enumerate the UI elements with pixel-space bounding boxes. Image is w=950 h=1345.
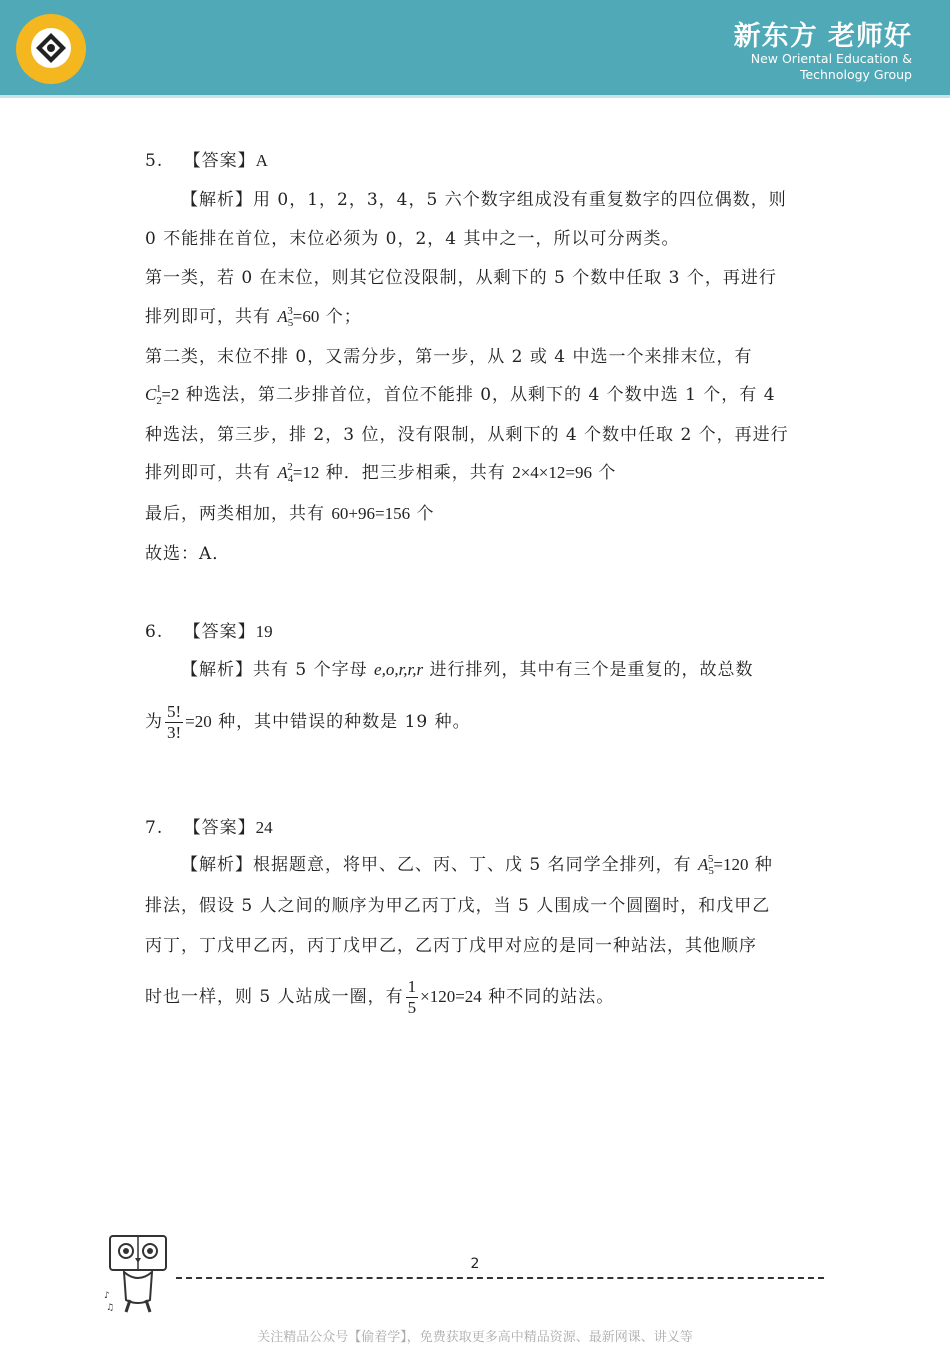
owl-mascot-icon [102,1234,174,1316]
q5-formula-sum: 60+96=156 [331,504,411,523]
q7-analysis-line-2: 排法，假设 5 人之间的顺序为甲乙丙丁戊，当 5 人围成一个圆圈时，和戊甲乙 [145,896,771,916]
brand-name-en [751,51,912,83]
brand-en-line1: New Oriental Education & [750,51,912,66]
logo [16,14,86,84]
svg-text:♪: ♪ [104,1291,110,1301]
q5-number: 5. [145,151,164,171]
q7-answer: 24 [255,818,273,837]
q6-analysis-line-1: 【解析】共有 5 个字母 e,o,r,r,r 进行排列，其中有三个是重复的，故总数 [181,660,754,680]
q6-fraction: $\frac{5!}{3!}$ [167,702,182,742]
q5-analysis-line-1: 【解析】用 0，1，2，3，4，5 六个数字组成没有重复数字的四位偶数，则 [181,190,787,210]
q6-analysis-line-2: 为 $\frac{5!}{3!}$ =20 种，其中错误的种数是 19 种。 [145,702,471,742]
q7-analysis-tag: 【解析】 [181,855,253,875]
q5-analysis-line-10: 故选：A． [145,544,231,564]
footer-divider [176,1277,824,1279]
q6-analysis-tag: 【解析】 [181,660,253,680]
q5-analysis-line-8: 排列即可，共有 $A_4^2=12$ 种．把三步相乘，共有 2×4×12=96 个 [145,461,617,485]
q6-letters: e,o,r,r,r [374,660,424,679]
q5-analysis-line-6: $C_2^1=2$ 种选法，第二步排首位，首位不能排 0，从剩下的 4 个数中选 1 个，有 4 [145,383,776,407]
q5-formula-a53: $A_5^3=60$ [277,305,320,329]
q6-number: 6. [145,622,164,642]
q5-analysis-line-2: 0 不能排在首位，末位必须为 0，2，4 其中之一，所以可分两类。 [145,229,680,249]
header-banner [0,0,950,98]
q5-analysis-line-3: 第一类，若 0 在末位，则其它位没限制，从剩下的 5 个数中任取 3 个，再进行 [145,268,777,288]
q7-answer-tag: 【答案】 [183,818,256,838]
q5-formula-a42: $A_4^2=12$ [277,461,320,485]
brand-name-cn: 新东方 老师好 [733,21,912,52]
brand-en-line2: Technology Group [799,67,912,82]
q5-analysis-tag: 【解析】 [181,190,253,210]
q5-analysis-line-7: 种选法，第三步，排 2，3 位，没有限制，从剩下的 4 个数中任取 2 个，再进行 [145,425,789,445]
svg-text:♫: ♫ [106,1303,115,1313]
q5-analysis-line-4: 排列即可，共有 $A_5^3=60$ 个； [145,305,362,329]
q6-answer-line [145,617,273,642]
q7-analysis-line-4: 时也一样，则 5 人站成一圈，有 $\frac{1}{5}$ ×120=24 种不同的站法。 [145,977,615,1017]
footer-promo-text: 关注精品公众号【偷着学】，免费获取更多高中精品资源、最新网课、讲义等 [257,1330,693,1345]
q5-answer-line [145,146,268,171]
q7-formula-a55: $A_5^5=120$ [698,853,749,877]
page-number: 2 [470,1256,480,1272]
q7-number: 7. [145,818,164,838]
q5-answer-tag: 【答案】 [183,151,256,171]
q5-formula-product: 2×4×12=96 [512,463,592,482]
q5-analysis-line-5: 第二类，末位不排 0，又需分步，第一步，从 2 或 4 中选一个来排末位，有 [145,347,753,367]
q7-fraction: $\frac{1}{5}$ [407,977,417,1017]
q7-analysis-line-1: 【解析】根据题意，将甲、乙、丙、丁、戊 5 名同学全排列，有 $A_5^5=120$ 种 [181,853,773,877]
q7-answer-line [145,813,273,838]
q5-answer: A [255,151,268,170]
q7-analysis-line-3: 丙丁，丁戊甲乙丙，丙丁戊甲乙，乙丙丁戊甲对应的是同一种站法，其他顺序 [145,936,757,956]
q6-answer: 19 [255,622,273,641]
q5-formula-c21: $C_2^1=2$ [145,383,180,407]
logo-emblem-icon [30,27,72,69]
q6-answer-tag: 【答案】 [183,622,256,642]
q5-analysis-line-9: 最后，两类相加，共有 60+96=156 个 [145,504,435,524]
